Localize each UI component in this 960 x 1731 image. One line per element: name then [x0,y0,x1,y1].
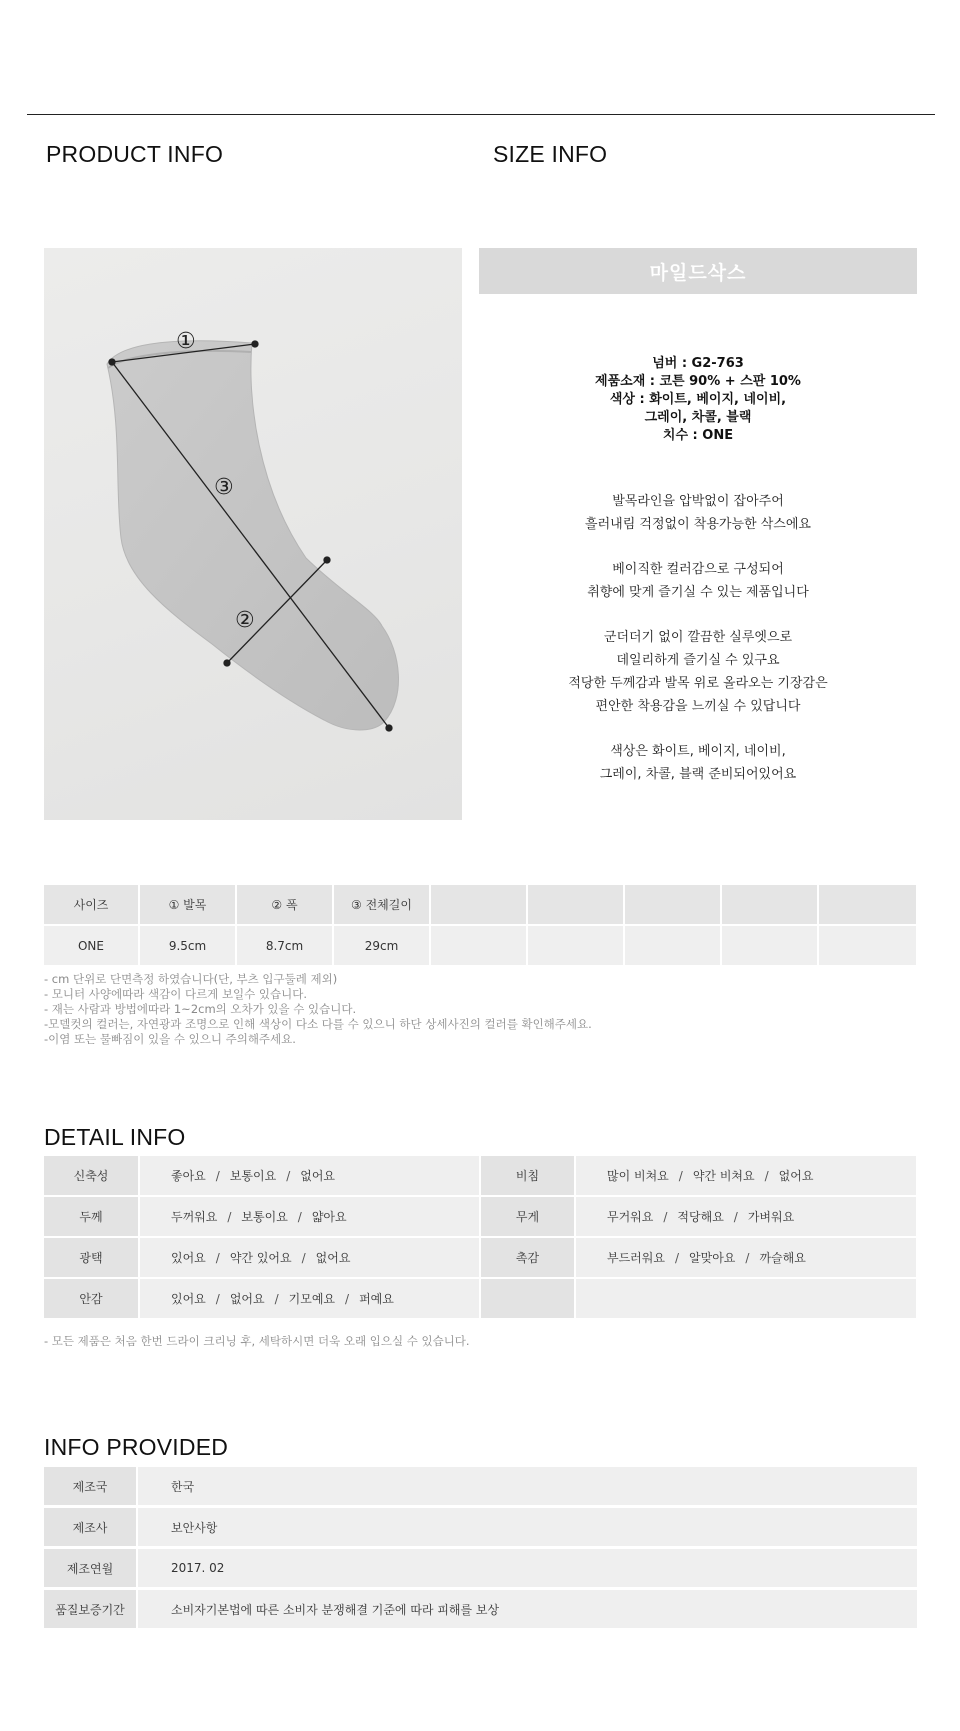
option-text: 보통이요 [229,1169,277,1183]
option-text: 약간 있어요 [229,1251,292,1265]
detail-info-heading: DETAIL INFO [44,1124,186,1150]
product-description [479,490,917,808]
table-row [44,1278,917,1319]
size-info-heading: SIZE INFO [493,141,608,167]
detail-table [44,1156,918,1320]
size-table-header-row [44,885,917,925]
option-separator: / [678,1169,683,1183]
info-value: 보안사항 [137,1507,917,1548]
option-text: 있어요 [171,1251,206,1265]
product-info-heading: PRODUCT INFO [46,141,224,167]
option-text: 적당해요 [677,1210,724,1224]
detail-label: 비침 [480,1156,575,1196]
table-row [44,1467,917,1507]
description-paragraph [479,558,917,604]
size-header-cell [624,885,721,925]
option-text: 약간 비쳐요 [692,1169,755,1183]
size-cell [527,925,624,966]
measure-point [224,660,230,666]
note-line: - 재는 사람과 방법에따라 1~2cm의 오차가 있을 수 있습니다. [44,1002,357,1016]
info-label: 제조연월 [44,1548,137,1589]
option-text: 없어요 [229,1292,265,1306]
option-text: 얇아요 [311,1210,347,1224]
table-row [44,1589,917,1630]
size-table [44,885,918,967]
description-line: 색상은 화이트, 베이지, 네이비, [610,744,786,759]
option-separator: / [297,1210,302,1224]
note-line: -모델컷의 컬러는, 자연광과 조명으로 인해 색상이 다소 다를 수 있으니 하단 상세사진의 컬러를 확인해주세요. [44,1017,592,1031]
description-paragraph [479,626,917,718]
detail-options [139,1278,480,1319]
measure-point [252,341,258,347]
detail-options [575,1156,917,1196]
product-name: 마일드삭스 [649,261,747,284]
sock-shape [107,341,398,730]
size-header-cell: ① 발목 [139,885,236,925]
option-separator: / [227,1210,232,1224]
detail-options [139,1196,480,1237]
size-cell [721,925,818,966]
info-label: 품질보증기간 [44,1589,137,1630]
spec-line: 그레이, 차콜, 블랙 [644,410,752,425]
measure-point [324,557,330,563]
detail-options [139,1237,480,1278]
info-label: 제조국 [44,1467,137,1507]
table-row [44,1196,917,1237]
table-row [44,925,917,966]
option-text: 좋아요 [171,1169,206,1183]
description-line: 데일리하게 즐기실 수 있구요 [616,653,780,668]
option-text: 많이 비쳐요 [607,1169,669,1183]
option-text: 가벼워요 [747,1210,795,1224]
note-line: -이염 또는 물빠짐이 있을 수 있으니 주의해주세요. [44,1032,296,1046]
description-line: 베이직한 컬러감으로 구성되어 [612,562,784,577]
option-separator: / [663,1210,668,1224]
detail-label: 안감 [44,1278,139,1319]
option-text: 없어요 [315,1251,351,1265]
size-cell: 8.7cm [236,925,333,966]
size-header-cell [527,885,624,925]
size-cell [818,925,917,966]
product-spec-block [479,355,917,445]
option-separator: / [674,1251,680,1265]
option-separator: / [301,1251,306,1265]
product-photo [44,248,462,820]
info-value: 2017. 02 [137,1548,917,1589]
marker-length: ③ [214,475,234,500]
detail-label: 광택 [44,1237,139,1278]
description-line: 발목라인을 압박없이 잡아주어 [612,494,784,509]
sock-measurement-diagram [44,248,462,820]
top-divider [27,114,935,115]
detail-options [575,1237,917,1278]
description-line: 군더더기 없이 깔끔한 실루엣으로 [603,630,793,645]
detail-label: 두께 [44,1196,139,1237]
option-text: 없어요 [778,1169,814,1183]
option-text: 퍼예요 [359,1292,394,1306]
note-line: - cm 단위로 단면측정 하였습니다(단, 부츠 입구둘레 제외) [44,972,338,986]
size-header-cell [430,885,527,925]
spec-line: 치수 : ONE [662,428,734,443]
measure-point [386,725,392,731]
option-separator: / [215,1251,220,1265]
size-header-cell: ③ 전체길이 [333,885,430,925]
option-separator: / [215,1169,220,1183]
note-line: - 모니터 사양에따라 색감이 다르게 보일수 있습니다. [44,987,308,1001]
option-separator: / [215,1292,220,1306]
option-separator: / [764,1169,769,1183]
info-label: 제조사 [44,1507,137,1548]
product-name-banner [479,248,917,294]
table-row [44,1156,917,1196]
description-line: 취향에 맞게 즐기실 수 있는 제품입니다 [587,585,809,600]
detail-label: 신축성 [44,1156,139,1196]
option-text: 보통이요 [241,1210,288,1224]
size-cell: 29cm [333,925,430,966]
description-line: 편안한 착용감을 느끼실 수 있답니다 [595,699,801,714]
option-text: 알맞아요 [689,1251,736,1265]
size-header-cell [818,885,917,925]
detail-label-empty [480,1278,575,1319]
detail-note: - 모든 제품은 처음 한번 드라이 크리닝 후, 세탁하시면 더욱 오래 입으실 수 있습니다. [44,1334,470,1348]
info-table [44,1467,917,1631]
size-header-cell: 사이즈 [44,885,139,925]
size-cell: 9.5cm [139,925,236,966]
size-header-cell: ② 폭 [236,885,333,925]
info-provided-heading: INFO PROVIDED [44,1434,229,1460]
measure-point [109,359,115,365]
option-text: 없어요 [300,1169,336,1183]
option-text: 무거워요 [607,1210,654,1224]
table-row [44,1507,917,1548]
table-row [44,1237,917,1278]
marker-width: ② [235,608,255,633]
detail-options [139,1156,480,1196]
option-text: 두꺼워요 [171,1210,218,1224]
option-separator: / [274,1292,279,1306]
description-line: 적당한 두께감과 발목 위로 올라오는 기장감은 [568,676,828,691]
option-text: 까슬해요 [759,1251,806,1265]
option-separator: / [286,1169,291,1183]
option-text: 기모예요 [288,1292,336,1306]
detail-options [575,1196,917,1237]
description-paragraph [479,490,917,536]
spec-line: 색상 : 화이트, 베이지, 네이비, [609,392,787,407]
option-separator: / [733,1210,738,1224]
table-row [44,1548,917,1589]
size-cell [430,925,527,966]
info-value: 한국 [137,1467,917,1507]
info-value: 소비자기본법에 따른 소비자 분쟁해결 기준에 따라 피해를 보상 [137,1589,917,1630]
detail-label: 촉감 [480,1237,575,1278]
size-notes [44,972,592,1047]
option-separator: / [745,1251,750,1265]
option-text: 부드러워요 [607,1251,665,1265]
marker-ankle: ① [176,329,196,354]
option-separator: / [345,1292,350,1306]
spec-line: 제품소재 : 코튼 90% + 스판 10% [595,374,801,389]
size-cell [624,925,721,966]
detail-label: 무게 [480,1196,575,1237]
size-cell: ONE [44,925,139,966]
description-line: 그레이, 차콜, 블랙 준비되어있어요 [599,767,797,782]
detail-options-empty [575,1278,917,1319]
size-header-cell [721,885,818,925]
option-text: 있어요 [171,1292,206,1306]
description-line: 흘러내림 걱정없이 착용가능한 삭스에요 [585,517,811,532]
spec-line: 넘버 : G2-763 [652,356,744,371]
description-paragraph [479,740,917,786]
